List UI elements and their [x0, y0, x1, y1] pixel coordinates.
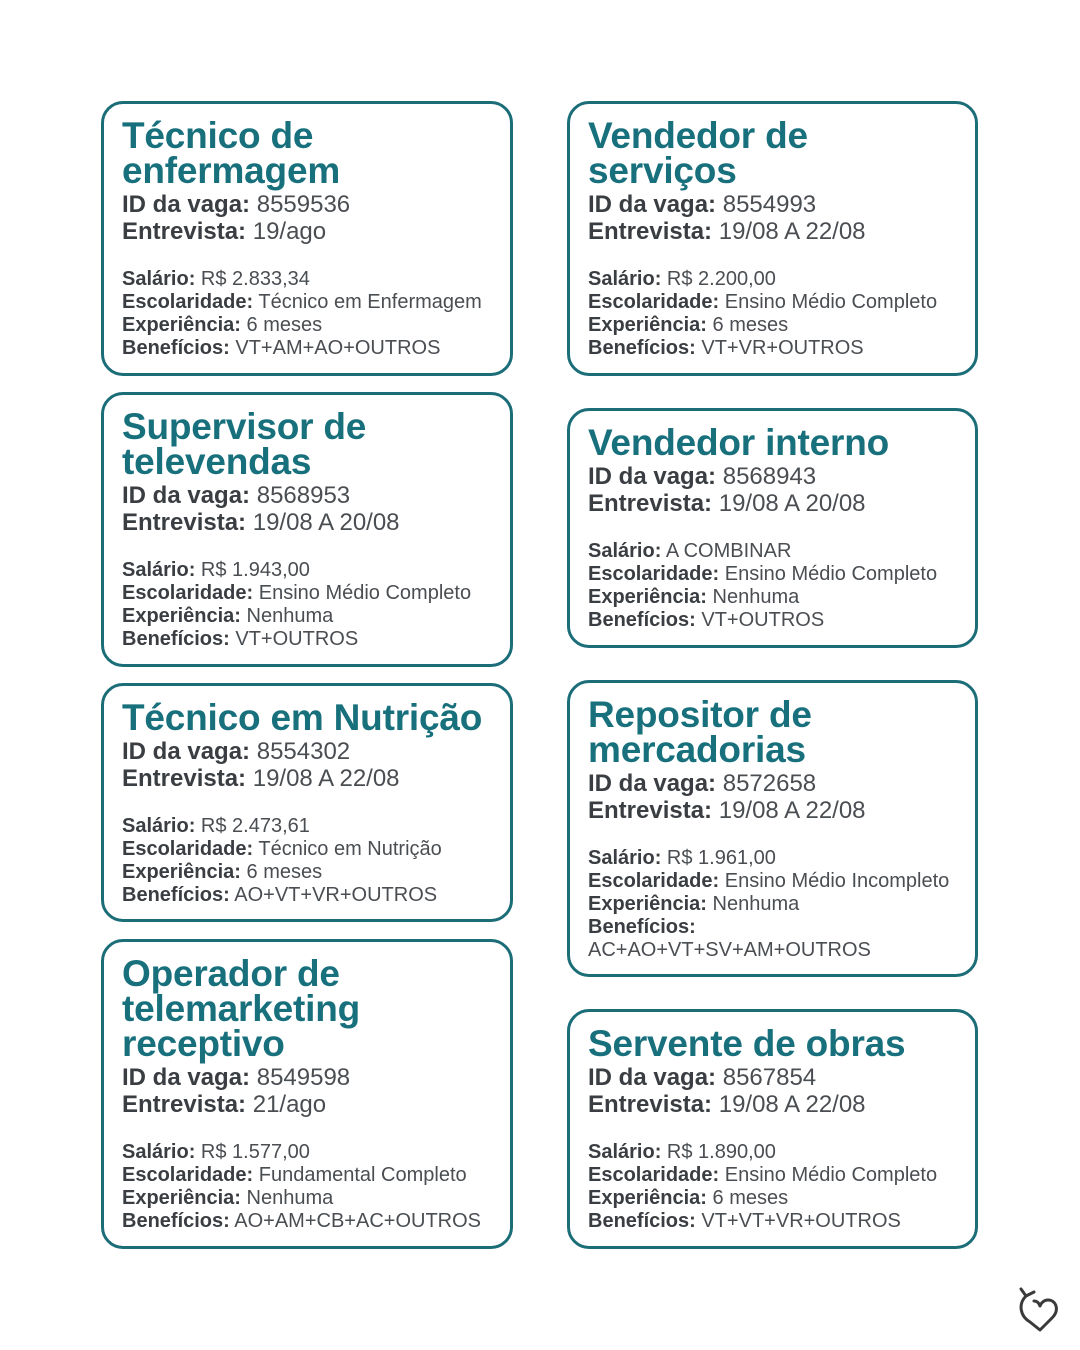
- interview-row: [588, 490, 965, 517]
- job-title-line: telemarketing: [122, 988, 360, 1029]
- experience-value: Nenhuma: [712, 893, 800, 915]
- education-row: [122, 838, 500, 861]
- vacancy-id-row: [122, 1064, 500, 1091]
- vacancy-id-label: ID da vaga:: [588, 770, 717, 797]
- education-row: [122, 291, 500, 314]
- interview-value: 19/08 A 22/08: [718, 797, 866, 824]
- benefits-value: AC+AO+VT+SV+AM+OUTROS: [588, 939, 871, 961]
- experience-value: 6 meses: [246, 861, 323, 883]
- vacancy-id-value: 8549598: [256, 1064, 351, 1091]
- benefits-row: [122, 337, 500, 360]
- salary-label: Salário:: [122, 815, 196, 837]
- vacancy-id-label: ID da vaga:: [588, 1064, 717, 1091]
- interview-label: Entrevista:: [122, 509, 247, 536]
- interview-label: Entrevista:: [588, 1091, 713, 1118]
- interview-row: [588, 797, 965, 824]
- education-label: Escolaridade:: [588, 563, 720, 585]
- salary-row: [122, 815, 500, 838]
- education-row: [122, 1164, 500, 1187]
- job-details: [122, 559, 500, 651]
- education-value: Ensino Médio Completo: [258, 582, 472, 604]
- experience-label: Experiência:: [588, 586, 707, 608]
- refresh-heart-icon: [1016, 1284, 1060, 1332]
- interview-value: 21/ago: [252, 1091, 327, 1118]
- vacancy-id-label: ID da vaga:: [122, 191, 251, 218]
- benefits-label: Benefícios:: [588, 609, 696, 631]
- experience-row: [588, 1187, 965, 1210]
- job-details: [588, 540, 965, 632]
- experience-row: [588, 314, 965, 337]
- vacancy-id-row: [588, 191, 965, 218]
- salary-row: [588, 847, 965, 870]
- job-title-line: televendas: [122, 441, 312, 482]
- benefits-value: AO+AM+CB+AC+OUTROS: [234, 1210, 482, 1232]
- interview-label: Entrevista:: [588, 218, 713, 245]
- salary-value: R$ 1.890,00: [666, 1141, 776, 1163]
- experience-row: [122, 314, 500, 337]
- salary-row: [588, 540, 965, 563]
- vacancy-id-value: 8572658: [722, 770, 817, 797]
- salary-label: Salário:: [122, 268, 196, 290]
- interview-value: 19/08 A 20/08: [718, 490, 866, 517]
- job-details: [588, 268, 965, 360]
- vacancy-id-value: 8559536: [256, 191, 351, 218]
- vacancy-id-label: ID da vaga:: [588, 463, 717, 490]
- experience-row: [122, 861, 500, 884]
- vacancy-id-row: [588, 1064, 965, 1091]
- interview-label: Entrevista:: [588, 490, 713, 517]
- interview-label: Entrevista:: [122, 765, 247, 792]
- job-title: [588, 115, 965, 191]
- salary-label: Salário:: [588, 540, 662, 562]
- salary-row: [122, 1141, 500, 1164]
- education-label: Escolaridade:: [122, 582, 254, 604]
- benefits-value: VT+VR+OUTROS: [701, 337, 864, 359]
- education-value: Ensino Médio Completo: [724, 291, 938, 313]
- experience-label: Experiência:: [122, 314, 241, 336]
- salary-label: Salário:: [122, 1141, 196, 1163]
- job-details: [122, 1141, 500, 1233]
- experience-label: Experiência:: [122, 861, 241, 883]
- job-details: [122, 268, 500, 360]
- vacancy-id-label: ID da vaga:: [122, 738, 251, 765]
- education-row: [588, 870, 965, 893]
- interview-value: 19/08 A 22/08: [252, 765, 400, 792]
- education-value: Ensino Médio Completo: [724, 563, 938, 585]
- job-title: [588, 1023, 965, 1064]
- interview-row: [122, 765, 500, 792]
- experience-row: [588, 586, 965, 609]
- job-title-line: Vendedor interno: [588, 422, 890, 463]
- education-value: Técnico em Nutrição: [258, 838, 442, 860]
- salary-value: R$ 1.577,00: [200, 1141, 310, 1163]
- education-label: Escolaridade:: [588, 291, 720, 313]
- benefits-value: VT+VT+VR+OUTROS: [701, 1210, 901, 1232]
- benefits-value: VT+OUTROS: [235, 628, 359, 650]
- education-label: Escolaridade:: [122, 838, 254, 860]
- vacancy-id-row: [122, 738, 500, 765]
- vacancy-id-value: 8568943: [722, 463, 817, 490]
- education-value: Técnico em Enfermagem: [258, 291, 482, 313]
- benefits-row: [122, 628, 500, 651]
- education-label: Escolaridade:: [588, 870, 720, 892]
- salary-row: [588, 268, 965, 291]
- job-details: [588, 1141, 965, 1233]
- salary-value: R$ 2.200,00: [666, 268, 776, 290]
- job-title: [122, 115, 500, 191]
- job-title-line: Servente de obras: [588, 1023, 906, 1064]
- job-title-line: receptivo: [122, 1023, 285, 1064]
- job-card: [567, 680, 978, 977]
- experience-label: Experiência:: [122, 605, 241, 627]
- benefits-value: AO+VT+VR+OUTROS: [234, 884, 438, 906]
- job-title: [122, 406, 500, 482]
- education-value: Ensino Médio Completo: [724, 1164, 938, 1186]
- experience-value: Nenhuma: [712, 586, 800, 608]
- education-row: [588, 291, 965, 314]
- vacancy-id-value: 8568953: [256, 482, 351, 509]
- vacancy-id-value: 8567854: [722, 1064, 817, 1091]
- salary-value: R$ 2.833,34: [200, 268, 310, 290]
- job-title-line: serviços: [588, 150, 737, 191]
- salary-row: [122, 268, 500, 291]
- experience-value: 6 meses: [712, 1187, 789, 1209]
- benefits-row: [588, 1210, 965, 1233]
- experience-label: Experiência:: [588, 893, 707, 915]
- benefits-label: Benefícios:: [588, 337, 696, 359]
- job-title-line: Supervisor de: [122, 406, 367, 447]
- experience-label: Experiência:: [588, 314, 707, 336]
- salary-label: Salário:: [122, 559, 196, 581]
- interview-value: 19/08 A 22/08: [718, 1091, 866, 1118]
- experience-label: Experiência:: [122, 1187, 241, 1209]
- benefits-label: Benefícios:: [122, 884, 230, 906]
- job-card: [567, 1009, 978, 1249]
- job-title: [588, 694, 965, 770]
- education-row: [588, 1164, 965, 1187]
- job-card: [567, 101, 978, 376]
- education-label: Escolaridade:: [588, 1164, 720, 1186]
- vacancy-id-label: ID da vaga:: [122, 482, 251, 509]
- benefits-row: [588, 337, 965, 360]
- benefits-row: [588, 609, 965, 632]
- job-card: [567, 408, 978, 648]
- salary-value: R$ 1.961,00: [666, 847, 776, 869]
- interview-row: [588, 1091, 965, 1118]
- job-title-line: Vendedor de: [588, 115, 808, 156]
- education-row: [122, 582, 500, 605]
- job-title-line: Técnico em Nutrição: [122, 697, 483, 738]
- job-title-line: Operador de: [122, 953, 340, 994]
- job-card: [101, 101, 513, 376]
- experience-row: [122, 1187, 500, 1210]
- vacancy-id-row: [122, 191, 500, 218]
- vacancy-id-label: ID da vaga:: [122, 1064, 251, 1091]
- job-card: [101, 392, 513, 667]
- benefits-value: VT+AM+AO+OUTROS: [235, 337, 441, 359]
- interview-label: Entrevista:: [122, 1091, 247, 1118]
- job-title: [122, 953, 500, 1064]
- interview-row: [588, 218, 965, 245]
- experience-row: [588, 893, 965, 916]
- salary-label: Salário:: [588, 268, 662, 290]
- salary-label: Salário:: [588, 847, 662, 869]
- experience-value: Nenhuma: [246, 1187, 334, 1209]
- salary-value: R$ 2.473,61: [200, 815, 310, 837]
- interview-label: Entrevista:: [588, 797, 713, 824]
- salary-row: [122, 559, 500, 582]
- experience-label: Experiência:: [588, 1187, 707, 1209]
- salary-row: [588, 1141, 965, 1164]
- vacancy-id-row: [122, 482, 500, 509]
- job-details: [588, 847, 965, 962]
- interview-value: 19/08 A 20/08: [252, 509, 400, 536]
- benefits-label: Benefícios:: [122, 337, 230, 359]
- experience-value: 6 meses: [712, 314, 789, 336]
- interview-value: 19/ago: [252, 218, 327, 245]
- vacancy-id-row: [588, 770, 965, 797]
- job-title: [588, 422, 965, 463]
- experience-value: 6 meses: [246, 314, 323, 336]
- benefits-row: [122, 884, 500, 907]
- job-card: [101, 683, 513, 922]
- salary-value: A COMBINAR: [665, 540, 792, 562]
- education-label: Escolaridade:: [122, 1164, 254, 1186]
- interview-row: [122, 1091, 500, 1118]
- education-row: [588, 563, 965, 586]
- benefits-row: [588, 916, 965, 962]
- job-details: [122, 815, 500, 907]
- education-value: Fundamental Completo: [258, 1164, 467, 1186]
- benefits-label: Benefícios:: [588, 1210, 696, 1232]
- experience-row: [122, 605, 500, 628]
- vacancy-id-value: 8554993: [722, 191, 817, 218]
- salary-label: Salário:: [588, 1141, 662, 1163]
- vacancy-id-row: [588, 463, 965, 490]
- benefits-label: Benefícios:: [122, 1210, 230, 1232]
- salary-value: R$ 1.943,00: [200, 559, 310, 581]
- job-card: [101, 939, 513, 1249]
- interview-value: 19/08 A 22/08: [718, 218, 866, 245]
- benefits-value: VT+OUTROS: [701, 609, 825, 631]
- benefits-label: Benefícios:: [122, 628, 230, 650]
- job-title-line: Técnico de: [122, 115, 314, 156]
- education-label: Escolaridade:: [122, 291, 254, 313]
- job-title: [122, 697, 500, 738]
- benefits-row: [122, 1210, 500, 1233]
- interview-row: [122, 218, 500, 245]
- interview-row: [122, 509, 500, 536]
- job-title-line: enfermagem: [122, 150, 341, 191]
- interview-label: Entrevista:: [122, 218, 247, 245]
- experience-value: Nenhuma: [246, 605, 334, 627]
- vacancy-id-label: ID da vaga:: [588, 191, 717, 218]
- education-value: Ensino Médio Incompleto: [724, 870, 950, 892]
- benefits-label: Benefícios:: [588, 916, 696, 938]
- job-title-line: Repositor de: [588, 694, 812, 735]
- vacancy-id-value: 8554302: [256, 738, 351, 765]
- job-title-line: mercadorias: [588, 729, 806, 770]
